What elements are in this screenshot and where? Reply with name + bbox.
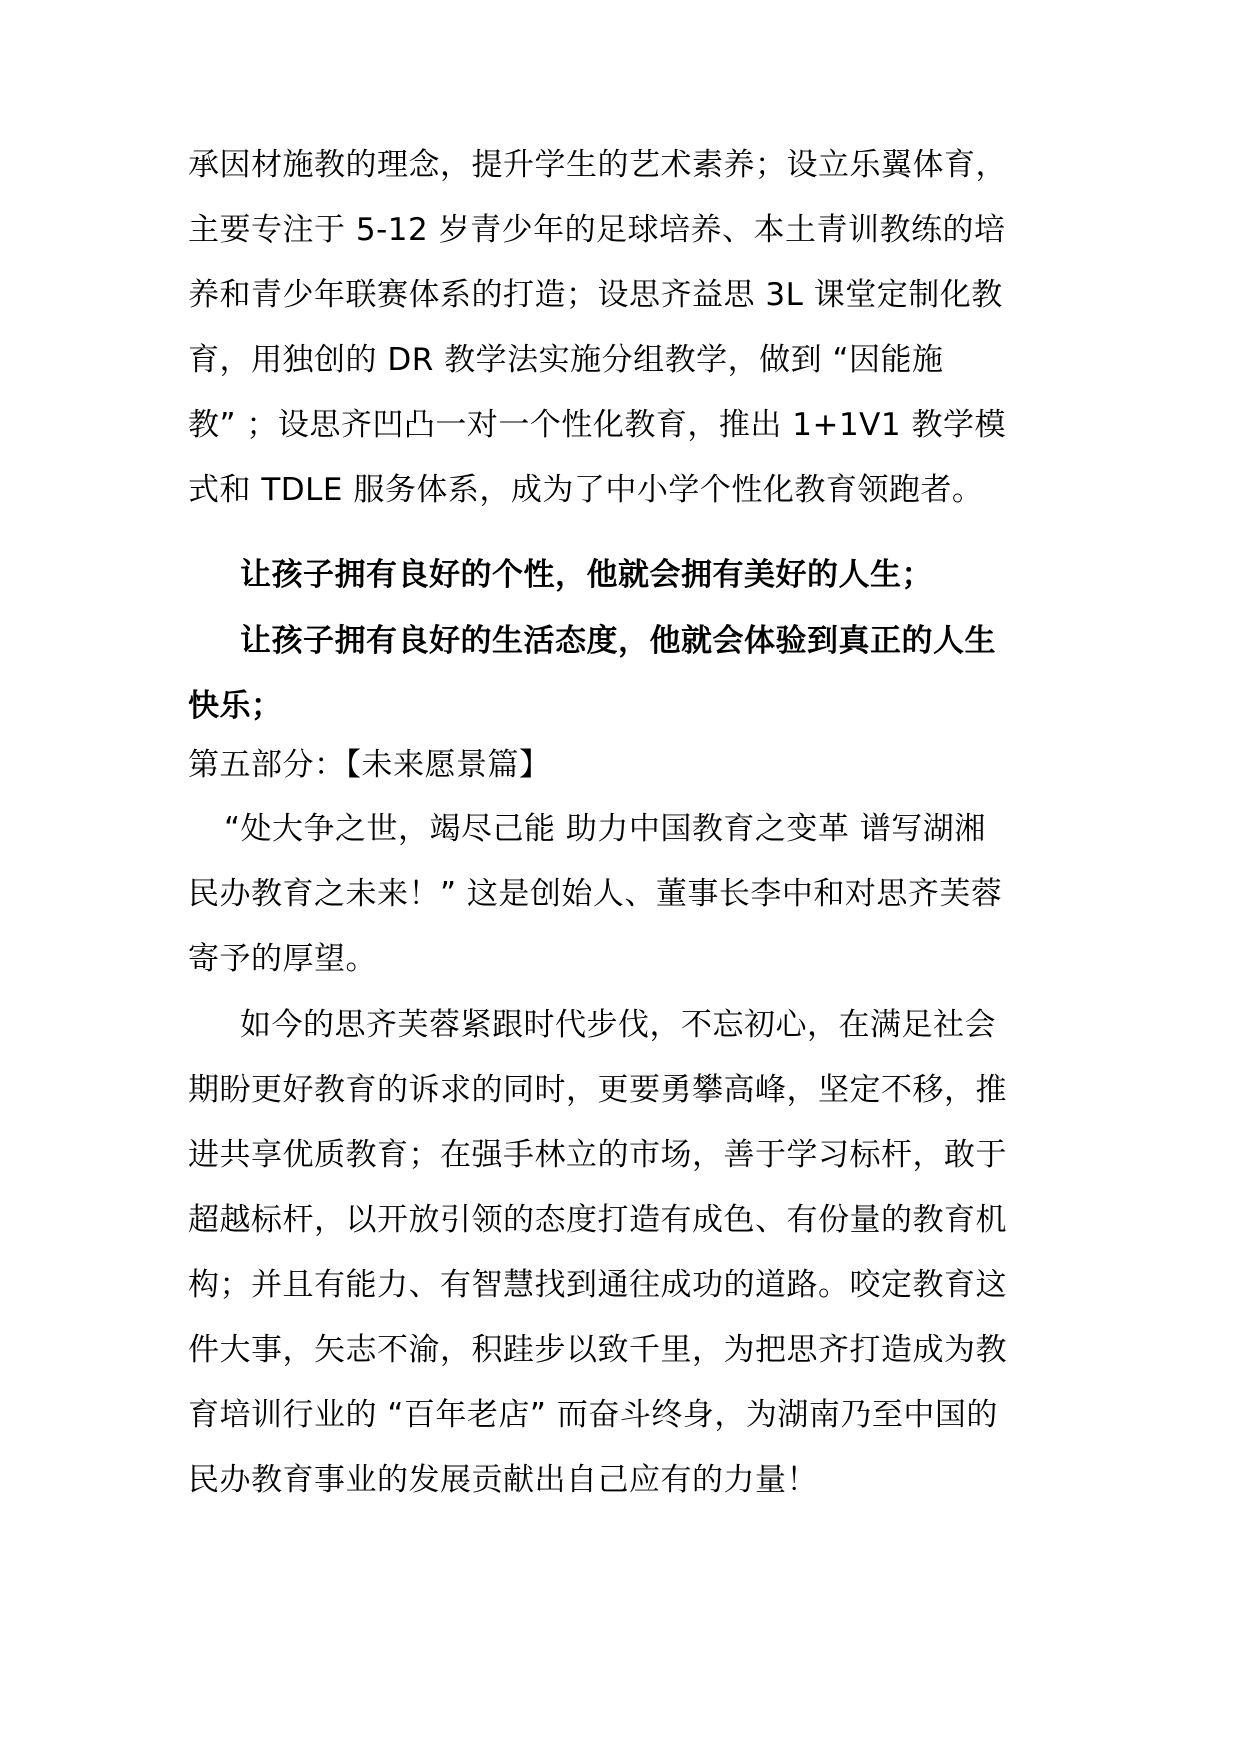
slogan-line: 快乐； — [188, 688, 283, 724]
paragraph-vision — [188, 993, 1058, 1513]
paragraph-intro — [188, 133, 1058, 523]
paragraph-line: 育培训行业的 “百年老店” 而奋斗终身，为湖南乃至中国的 — [188, 1397, 998, 1433]
paragraph-line: 承因材施教的理念，提升学生的艺术素养；设立乐翼体育， — [188, 147, 1007, 183]
paragraph-line: 如今的思齐芙蓉紧跟时代步伐，不忘初心，在满足社会 — [240, 1007, 996, 1043]
paragraph-line: 式和 TDLE 服务体系，成为了中小学个性化教育领跑者。 — [188, 472, 984, 508]
paragraph-line: 民办教育事业的发展贡献出自己应有的力量！ — [188, 1462, 818, 1498]
paragraph-line: 件大事，矢志不渝，积跬步以致千里，为把思齐打造成为教 — [188, 1332, 1007, 1368]
paragraph-line: 寄予的厚望。 — [188, 941, 377, 977]
slogan-line: 让孩子拥有良好的个性，他就会拥有美好的人生； — [240, 557, 933, 593]
paragraph-line: 超越标杆，以开放引领的态度打造有成色、有份量的教育机 — [188, 1202, 1007, 1238]
paragraph-line: 进共享优质教育；在强手林立的市场，善于学习标杆，敢于 — [188, 1137, 1007, 1173]
paragraph-line: 民办教育之未来！” 这是创始人、董事长李中和对思齐芙蓉 — [188, 876, 1003, 912]
bold-slogans — [188, 543, 1058, 608]
slogan-line: 让孩子拥有良好的生活态度，他就会体验到真正的人生 — [240, 623, 996, 659]
bold-slogans-second — [188, 609, 1058, 739]
paragraph-line: 构；并且有能力、有智慧找到通往成功的道路。咬定教育这 — [188, 1267, 1007, 1303]
section-heading: 第五部分：【未来愿景篇】 — [188, 747, 551, 783]
paragraph-quote — [188, 797, 1058, 992]
paragraph-line: 育，用独创的 DR 教学法实施分组教学，做到 “因能施 — [188, 342, 944, 378]
paragraph-line: 教” ；设思齐凹凸一对一个性化教育，推出 1+1V1 教学模 — [188, 407, 1006, 443]
section-heading-block — [188, 733, 1058, 798]
paragraph-line: “处大争之世，竭尽己能 助力中国教育之变革 谱写湖湘 — [224, 811, 986, 847]
paragraph-line: 主要专注于 5-12 岁青少年的足球培养、本土青训教练的培 — [188, 212, 1006, 248]
paragraph-line: 期盼更好教育的诉求的同时，更要勇攀高峰，坚定不移，推 — [188, 1072, 1007, 1108]
paragraph-line: 养和青少年联赛体系的打造；设思齐益思 3L 课堂定制化教 — [188, 277, 1003, 313]
